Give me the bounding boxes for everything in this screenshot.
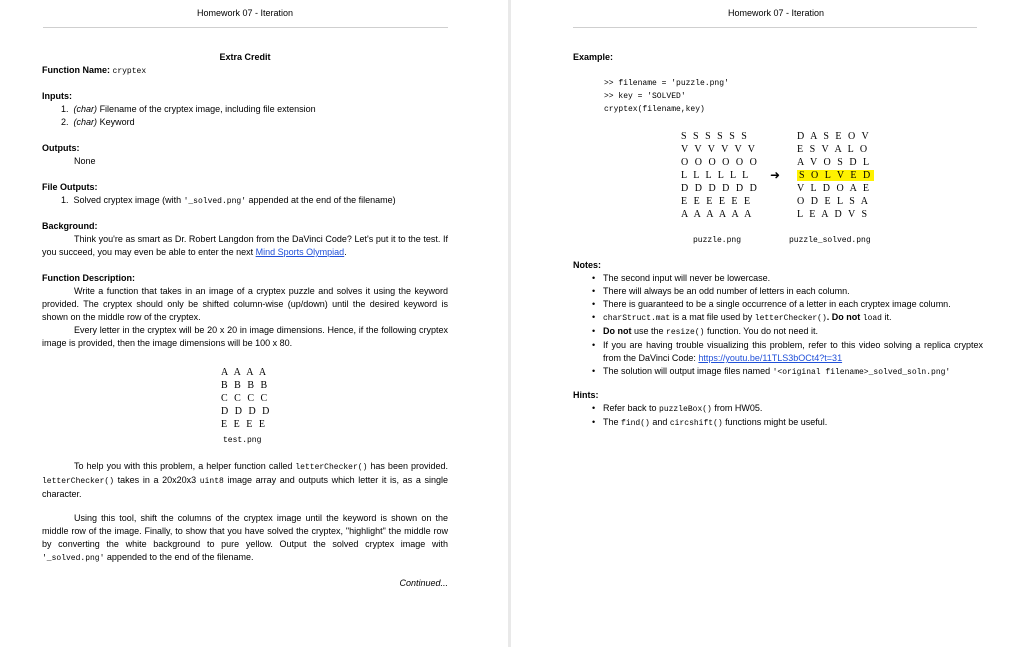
puzzle-grid-row: D D D D D D [681, 183, 759, 194]
hints-label: Hints: [573, 390, 599, 400]
right-header-title: Homework 07 - Iteration [727, 8, 825, 18]
solved-grid-row: D A S E O V [797, 131, 871, 142]
continued-text: Continued... [399, 578, 448, 588]
test-grid-row: B B B B [221, 380, 270, 391]
description-label: Function Description: [42, 273, 135, 283]
input-num: 1. [61, 104, 69, 114]
tool-code: '_solved.png' [42, 554, 105, 563]
hint-code: circshift() [669, 419, 723, 428]
test-grid [221, 366, 271, 431]
note-text: it. [881, 312, 892, 322]
hint-text: from HW05. [711, 403, 763, 413]
function-name-label: Function Name: [42, 65, 111, 75]
hint-text: functions might be useful. [722, 417, 828, 427]
helper-fn-2: letterChecker() [42, 477, 115, 486]
solved-caption: puzzle_solved.png [789, 236, 871, 245]
file-output-item [61, 194, 396, 208]
arrow-right-icon: ➜ [770, 168, 781, 182]
tool-paragraph [42, 512, 448, 565]
file-outputs-label: File Outputs: [42, 182, 98, 192]
left-header-rule [43, 27, 448, 28]
note-text: The solution will output image files named [603, 366, 773, 376]
example-code [604, 77, 729, 116]
note-code: letterChecker() [754, 314, 827, 323]
description-paragraph-1: Write a function that takes in an image of a cryptex puzzle and solves it using the keyword provided. The cryptex should only be shifted column-wise (up/down) until the desired keyword is shown on the middle row of the cryptex. [42, 286, 448, 322]
test-grid-row: D D D D [221, 406, 272, 417]
background-paragraph [42, 233, 448, 259]
helper-text-1: To help you with this problem, a helper function called [74, 461, 296, 471]
code-line: cryptex(filename,key) [604, 105, 705, 114]
note-text: function. You do not need it. [704, 326, 819, 336]
puzzle-caption: puzzle.png [693, 236, 742, 245]
note-item [573, 285, 983, 298]
helper-text-3: takes in a 20x20x3 [114, 475, 200, 485]
mind-sports-link[interactable]: Mind Sports Olympiad [255, 247, 345, 257]
puzzle-grid [681, 130, 759, 221]
note-text: There is guaranteed to be a single occurrence of a letter in each cryptex image column. [603, 299, 951, 309]
hint-item [573, 402, 983, 416]
puzzle-grid-row: V V V V V V [681, 144, 758, 155]
file-output-post: appended at the end of the filename) [246, 195, 396, 205]
puzzle-grid-row: L L L L L L [681, 170, 751, 181]
solved-grid-row: O D E L S A [797, 196, 871, 207]
note-item [573, 311, 983, 325]
note-code: '<original filename>_solved_soln.png' [772, 368, 951, 377]
description-paragraph-2: Every letter in the cryptex will be 20 x 20 in image dimensions. Hence, if the following cryptex image is provided, then the image dimensions will be 100 x 80. [42, 325, 448, 348]
test-grid-row: A A A A [221, 367, 269, 378]
helper-text-2: has been provided. [367, 461, 449, 471]
left-header-title: Homework 07 - Iteration [196, 8, 294, 18]
code-line: >> filename = 'puzzle.png' [604, 79, 729, 88]
tool-text: Using this tool, shift the columns of the cryptex image until the keyword is shown on the middle row of the image. Finally, to show that you have solved the cryptex, "highlight" the middle row by converting the white background to pure yellow. Output the solved cryptex image with [42, 513, 448, 549]
input-num: 2. [61, 117, 69, 127]
right-header-rule [573, 27, 977, 28]
puzzle-grid-row: A A A A A A [681, 209, 754, 220]
hint-code: find() [621, 419, 650, 428]
helper-type: uint8 [199, 477, 224, 486]
outputs-value: None [74, 156, 96, 166]
input-item-2 [61, 116, 135, 129]
file-output-num: 1. [61, 195, 69, 205]
background-end: . [344, 247, 347, 257]
test-grid-row: E E E E [221, 419, 267, 430]
solved-grid [797, 130, 874, 221]
note-item [573, 272, 983, 285]
note-item [573, 298, 983, 311]
solved-grid-row: L E A D V S [797, 209, 870, 220]
youtube-link[interactable]: https://youtu.be/11TLS3bOCt4?t=31 [698, 353, 843, 363]
solved-highlight: S O L V E D [799, 170, 873, 181]
left-page [0, 0, 508, 647]
note-item [573, 365, 983, 379]
right-page [511, 0, 1024, 647]
solved-grid-row: A V O S D L [797, 157, 872, 168]
outputs-label: Outputs: [42, 143, 80, 153]
note-text: The second input will never be lowercase. [603, 273, 771, 283]
notes-label: Notes: [573, 260, 602, 270]
input-type: (char) [73, 104, 98, 114]
input-text: Keyword [99, 117, 135, 127]
hint-text: Refer back to [603, 403, 660, 413]
puzzle-grid-row: O O O O O O [681, 157, 759, 168]
tool-end: appended to the end of the filename. [104, 552, 254, 562]
note-item [573, 325, 983, 339]
function-name-line [42, 64, 146, 78]
note-bold: Do not [603, 326, 632, 336]
note-bold: . Do not [826, 312, 863, 322]
hint-item [573, 416, 983, 430]
note-code: load [862, 314, 882, 323]
solved-grid-row: V L D O A E [797, 183, 871, 194]
note-text: is a mat file used by [670, 312, 755, 322]
test-caption: test.png [223, 436, 262, 445]
note-text: There will always be an odd number of letters in each column. [603, 286, 850, 296]
notes-list [573, 272, 983, 379]
puzzle-grid-row: S S S S S S [681, 131, 749, 142]
note-code: charStruct.mat [603, 314, 671, 323]
hint-text: The [603, 417, 622, 427]
file-output-code: '_solved.png' [183, 197, 246, 206]
helper-text-4: image array and outputs which letter it is, as a single character. [42, 475, 448, 499]
hint-text: and [649, 417, 670, 427]
helper-fn-1: letterChecker() [295, 463, 368, 472]
input-item-1 [61, 103, 316, 116]
note-code: resize() [666, 328, 705, 337]
example-label: Example: [573, 52, 614, 62]
solved-grid-highlight-row [797, 169, 874, 182]
note-text: use the [631, 326, 667, 336]
code-line: >> key = 'SOLVED' [604, 92, 686, 101]
background-text: Think you're as smart as Dr. Robert Langdon from the DaVinci Code? Let's put it to the test. If you succeed, you may even be able to enter the next [42, 234, 448, 257]
hints-list [573, 402, 983, 430]
background-label: Background: [42, 221, 98, 231]
helper-paragraph [42, 460, 448, 501]
note-text: If you are having trouble visualizing this problem, refer to this video solving a replica cryptex from the DaVinci Code: [603, 340, 983, 363]
file-output-pre: Solved cryptex image (with [73, 195, 184, 205]
inputs-label: Inputs: [42, 91, 72, 101]
input-text: Filename of the cryptex image, including file extension [99, 104, 316, 114]
extra-credit-title: Extra Credit [219, 52, 271, 62]
input-type: (char) [73, 117, 98, 127]
note-item [573, 339, 983, 365]
solved-grid-row: E S V A L O [797, 144, 870, 155]
puzzle-grid-row: E E E E E E [681, 196, 753, 207]
function-name-value: cryptex [112, 67, 147, 76]
hint-code: puzzleBox() [659, 405, 712, 414]
test-grid-row: C C C C [221, 393, 270, 404]
